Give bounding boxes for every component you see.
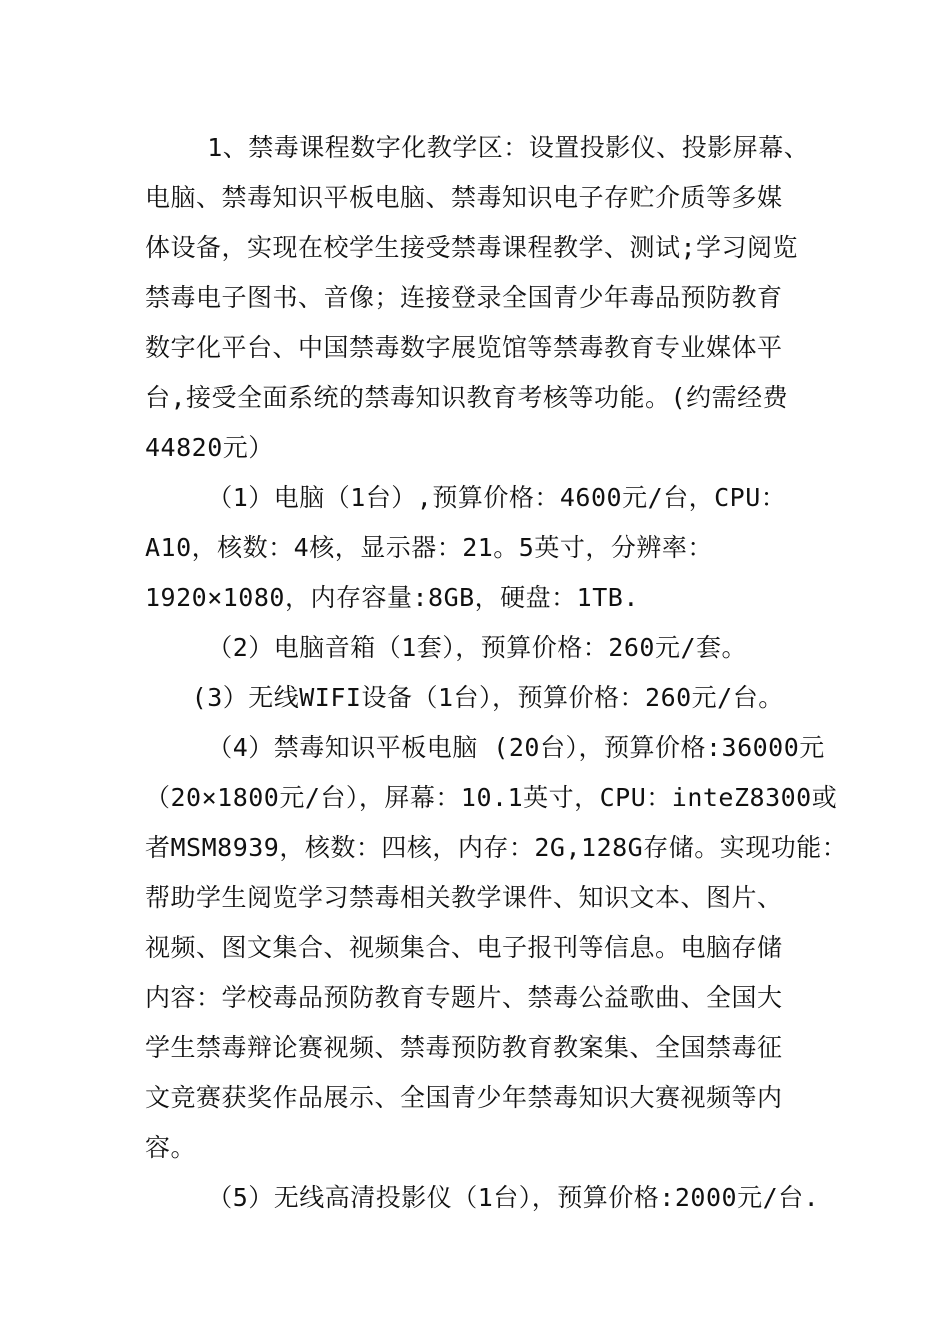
- text-line: 内容：学校毒品预防教育专题片、禁毒公益歌曲、全国大: [145, 983, 783, 1012]
- text-line: 1920×1080，内存容量:8GB，硬盘：1TB.: [145, 583, 639, 612]
- text-line: 容。: [145, 1133, 197, 1162]
- text-line: 学生禁毒辩论赛视频、禁毒预防教育教案集、全国禁毒征: [145, 1033, 783, 1062]
- text-line: （4）禁毒知识平板电脑 (20台），预算价格:36000元: [145, 733, 825, 762]
- text-line: 数字化平台、中国禁毒数字展览馆等禁毒教育专业媒体平: [145, 333, 783, 362]
- text-line: （5）无线高清投影仪（1台），预算价格:2000元/台.: [145, 1183, 820, 1212]
- text-line: 台,接受全面系统的禁毒知识教育考核等功能。(约需经费: [145, 383, 789, 412]
- text-line: 文竞赛获奖作品展示、全国青少年禁毒知识大赛视频等内: [145, 1083, 783, 1112]
- text-line: 者MSM8939，核数：四核，内存：2G,128G存储。实现功能：: [145, 833, 848, 862]
- text-line: 禁毒电子图书、音像；连接登录全国青少年毒品预防教育: [145, 283, 783, 312]
- text-line: （20×1800元/台），屏幕：10.1英寸，CPU：inteZ8300或: [145, 783, 838, 812]
- text-line: A10，核数：4核，显示器：21。5英寸，分辨率：: [145, 533, 713, 562]
- text-line: 体设备，实现在校学生接受禁毒课程教学、测试;学习阅览: [145, 233, 799, 262]
- text-line: （2）电脑音箱（1套），预算价格：260元/套。: [145, 633, 748, 662]
- text-line: 1、禁毒课程数字化教学区：设置投影仪、投影屏幕、: [145, 133, 810, 162]
- text-line: 44820元）: [145, 433, 274, 462]
- text-line: 帮助学生阅览学习禁毒相关教学课件、知识文本、图片、: [145, 883, 783, 912]
- text-line: 电脑、禁毒知识平板电脑、禁毒知识电子存贮介质等多媒: [145, 183, 783, 212]
- text-line: 视频、图文集合、视频集合、电子报刊等信息。电脑存储: [145, 933, 783, 962]
- text-line: (3）无线WIFI设备（1台），预算价格：260元/台。: [145, 683, 784, 712]
- text-line: （1）电脑（1台）,预算价格：4600元/台，CPU：: [145, 483, 787, 512]
